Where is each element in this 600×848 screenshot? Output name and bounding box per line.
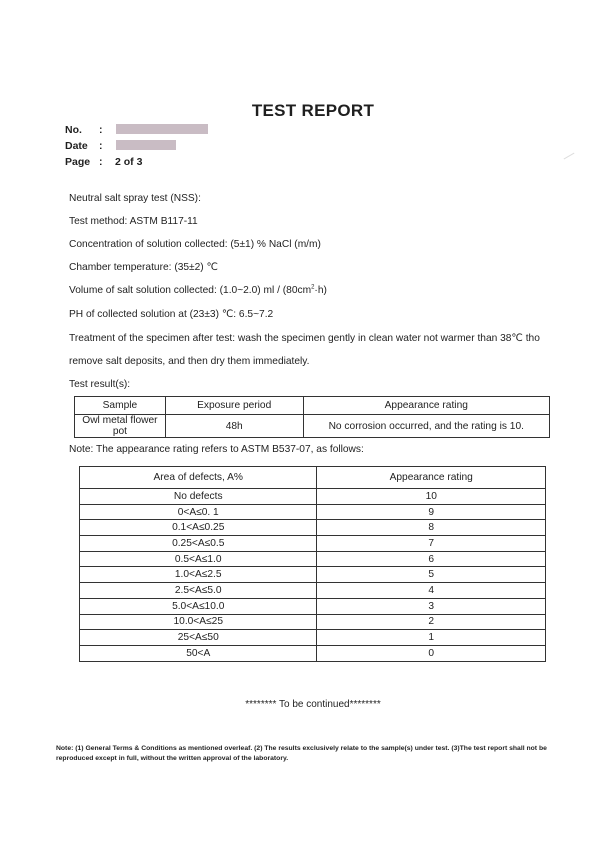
defect-area-cell: 25<A≤50 — [80, 630, 317, 646]
sample-cell: Owl metal flower pot — [75, 415, 166, 438]
table-row — [80, 489, 546, 505]
test-results-label: Test result(s): — [69, 379, 131, 390]
redacted-report-number — [116, 124, 208, 134]
table-row — [80, 598, 546, 614]
test-results-table — [74, 396, 550, 438]
report-number-label: No. — [65, 124, 82, 136]
table-row — [80, 630, 546, 646]
footnote: Note: (1) General Terms & Conditions as mentioned overleaf. (2) The results exclusively relate to the sample(s) under test. (3)The test report shall not be reproduced except in full, without the written approval of the laboratory. — [56, 745, 547, 762]
rating-cell: No corrosion occurred, and the rating is 10. — [303, 415, 549, 438]
rating-reference-note: Note: The appearance rating refers to ASTM B537-07, as follows: — [69, 444, 364, 455]
defect-area-cell: No defects — [80, 489, 317, 505]
defect-area-cell: 0<A≤0. 1 — [80, 504, 317, 520]
report-date-row — [65, 140, 176, 152]
table-row — [80, 614, 546, 630]
table-row — [80, 645, 546, 661]
treatment-line-1: Treatment of the specimen after test: wash the specimen gently in clean water not warmer than 38℃ tho — [69, 333, 540, 344]
report-title: TEST REPORT — [251, 101, 375, 120]
column-header: Exposure period — [165, 397, 303, 415]
rating-cell: 7 — [317, 536, 546, 552]
rating-cell: 9 — [317, 504, 546, 520]
solution-ph: PH of collected solution at (23±3) ℃: 6.5~7.2 — [69, 309, 274, 320]
column-header: Sample — [75, 397, 166, 415]
defect-area-cell: 50<A — [80, 645, 317, 661]
solution-volume-unit: ·h) — [314, 285, 327, 296]
rating-cell: 8 — [317, 520, 546, 536]
defect-area-cell: 0.1<A≤0.25 — [80, 520, 317, 536]
defect-area-cell: 1.0<A≤2.5 — [80, 567, 317, 583]
rating-cell: 3 — [317, 598, 546, 614]
defect-area-cell: 0.25<A≤0.5 — [80, 536, 317, 552]
table-row — [75, 415, 550, 438]
appearance-rating-table — [79, 466, 546, 662]
table-row — [80, 551, 546, 567]
report-page-label: Page — [65, 156, 91, 168]
nss-heading: Neutral salt spray test (NSS): — [69, 193, 201, 204]
scan-mark — [564, 153, 579, 167]
report-page-row — [65, 156, 142, 168]
rating-cell: 2 — [317, 614, 546, 630]
column-header: Area of defects, A% — [80, 467, 317, 489]
chamber-temperature: Chamber temperature: (35±2) ℃ — [69, 262, 218, 273]
treatment-line-2: remove salt deposits, and then dry them immediately. — [69, 356, 310, 367]
defect-area-cell: 0.5<A≤1.0 — [80, 551, 317, 567]
exposure-cell: 48h — [165, 415, 303, 438]
rating-cell: 4 — [317, 583, 546, 599]
column-header: Appearance rating — [317, 467, 546, 489]
defect-area-cell: 2.5<A≤5.0 — [80, 583, 317, 599]
solution-volume-text: Volume of salt solution collected: (1.0~2.0) ml / (80cm — [69, 285, 312, 296]
redacted-report-date — [116, 140, 176, 150]
report-number-row — [65, 124, 208, 136]
table-row — [80, 536, 546, 552]
report-number-colon: : — [99, 124, 103, 136]
table-row — [80, 567, 546, 583]
table-header-row — [75, 397, 550, 415]
table-row — [80, 504, 546, 520]
to-be-continued: ******** To be continued******** — [245, 699, 381, 710]
column-header: Appearance rating — [303, 397, 549, 415]
solution-volume-superscript: 2 — [311, 284, 315, 291]
report-date-colon: : — [99, 140, 103, 152]
rating-cell: 0 — [317, 645, 546, 661]
test-method: Test method: ASTM B117-11 — [69, 216, 198, 227]
defect-area-cell: 10.0<A≤25 — [80, 614, 317, 630]
table-row — [80, 520, 546, 536]
table-header-row — [80, 467, 546, 489]
table-row — [80, 583, 546, 599]
report-page-value: 2 of 3 — [115, 156, 143, 168]
rating-cell: 5 — [317, 567, 546, 583]
report-page-colon: : — [99, 156, 103, 168]
solution-volume — [69, 285, 327, 296]
solution-concentration: Concentration of solution collected: (5±1) % NaCl (m/m) — [69, 239, 321, 250]
rating-cell: 6 — [317, 551, 546, 567]
rating-cell: 1 — [317, 630, 546, 646]
defect-area-cell: 5.0<A≤10.0 — [80, 598, 317, 614]
rating-cell: 10 — [317, 489, 546, 505]
report-date-label: Date — [65, 140, 88, 152]
